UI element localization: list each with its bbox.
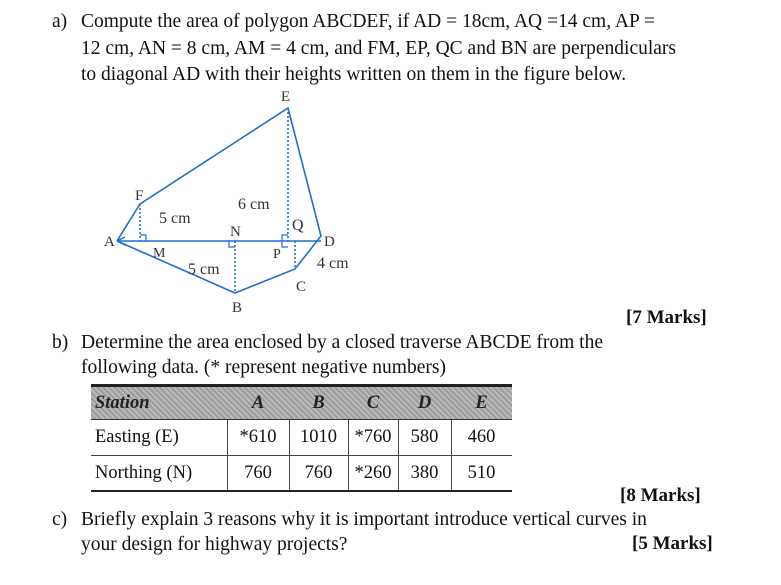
label-a: A xyxy=(104,234,115,250)
label-d: D xyxy=(324,234,335,250)
header-c: C xyxy=(366,392,380,413)
part-a-line-3: to diagonal AD with their heights written on them in the figure below. xyxy=(81,64,627,85)
northing-b: 760 xyxy=(304,462,333,483)
part-c-line-1: Briefly explain 3 reasons why it is important introduce vertical curves in xyxy=(81,509,647,530)
right-angle-q xyxy=(282,235,288,241)
part-a-marks: [7 Marks] xyxy=(626,307,707,328)
label-e: E xyxy=(281,89,291,105)
part-b-marks: [8 Marks] xyxy=(620,485,701,506)
part-a-line-2: 12 cm, AN = 8 cm, AM = 4 cm, and FM, EP, QC and BN are perpendiculars xyxy=(81,38,676,59)
height-fm-label: 5 cm xyxy=(159,210,191,227)
northing-e: 510 xyxy=(467,462,496,483)
table-header-row xyxy=(91,384,512,420)
label-q: Q xyxy=(292,217,304,234)
label-n: N xyxy=(230,224,241,240)
header-d: D xyxy=(417,392,432,413)
part-a-line-1: Compute the area of polygon ABCDEF, if AD = 18cm, AQ =14 cm, AP = xyxy=(81,11,655,32)
label-c: C xyxy=(296,279,307,295)
part-c-line-2: your design for highway projects? xyxy=(81,534,348,555)
right-angle-p xyxy=(282,241,288,247)
northing-c: *260 xyxy=(354,462,392,483)
part-c-label: c) xyxy=(52,509,68,530)
right-angle-n xyxy=(229,241,235,247)
header-b: B xyxy=(312,392,325,413)
easting-e: 460 xyxy=(467,427,496,447)
part-b-label: b) xyxy=(52,332,69,353)
label-m: M xyxy=(153,246,166,261)
label-b: B xyxy=(232,300,243,316)
easting-d: 580 xyxy=(410,427,439,447)
right-angle-m xyxy=(140,235,146,241)
northing-d: 380 xyxy=(410,462,439,483)
easting-a: *610 xyxy=(239,427,277,447)
label-p: P xyxy=(273,247,281,262)
height-ep-label: 6 cm xyxy=(238,196,270,213)
northing-a: 760 xyxy=(244,462,272,483)
part-b-line-1: Determine the area enclosed by a closed traverse ABCDE from the xyxy=(81,332,603,353)
table-row xyxy=(91,456,512,492)
polygon-figure xyxy=(95,86,385,318)
row-label-easting: Easting (E) xyxy=(95,427,179,447)
header-e: E xyxy=(475,392,488,413)
part-b-line-2: following data. (* represent negative numbers) xyxy=(81,357,446,378)
table-row xyxy=(91,420,512,456)
easting-c: *760 xyxy=(354,427,392,447)
easting-b: 1010 xyxy=(300,427,337,447)
height-qc-label: 4 cm xyxy=(317,255,349,272)
row-label-northing: Northing (N) xyxy=(95,462,193,483)
label-f: F xyxy=(135,188,144,204)
part-a-label: a) xyxy=(52,11,68,32)
header-station: Station xyxy=(95,392,150,413)
height-bn-label: 5 cm xyxy=(188,261,220,278)
part-c-marks: [5 Marks] xyxy=(632,533,713,554)
header-a: A xyxy=(251,392,265,413)
